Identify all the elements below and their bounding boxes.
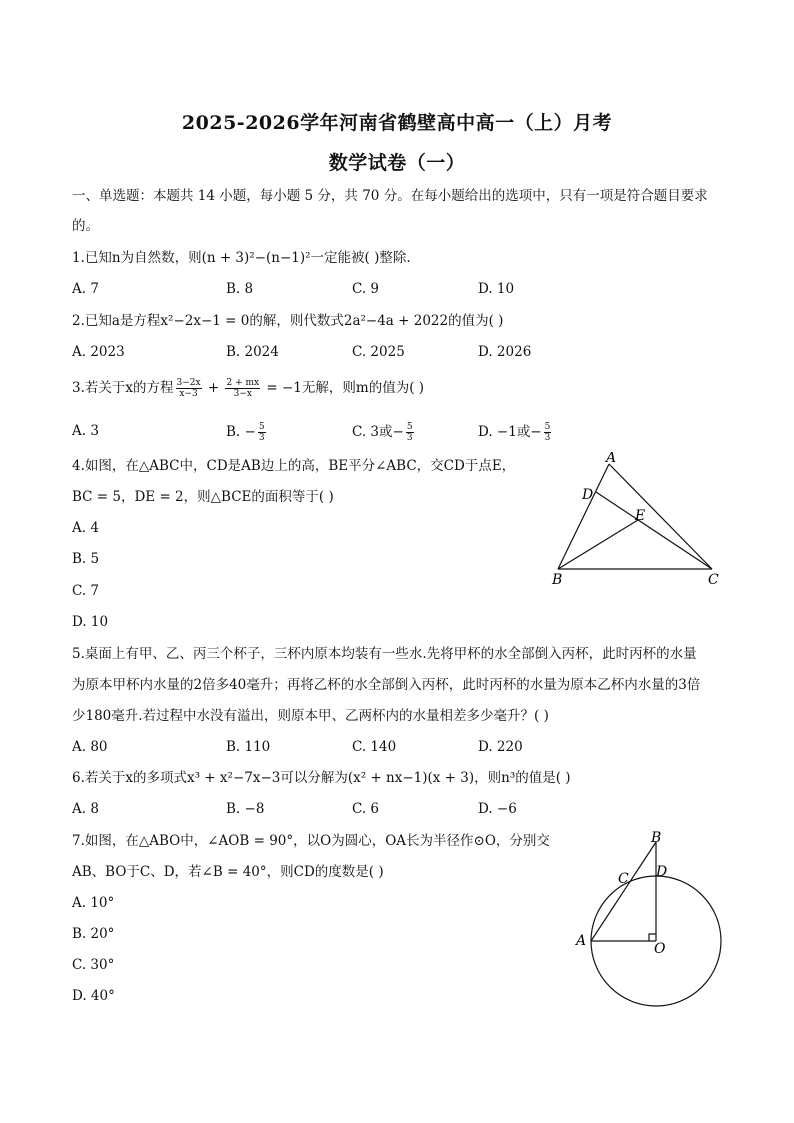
q3-option-d[interactable] [478, 422, 553, 443]
exam-subtitle: 数学试卷（一） [328, 152, 466, 174]
q4-label-d: D [582, 487, 594, 503]
q6-option-c[interactable]: C. 6 [352, 801, 380, 817]
question-4-stem-line1: 4.如图，在△ABC中，CD是AB边上的高，BE平分∠ABC，交CD于点E， [72, 458, 516, 474]
q3-option-d-num: 5 [544, 422, 551, 432]
q4-label-b: B [552, 572, 563, 588]
q4-label-a: A [606, 452, 617, 466]
q3-option-d-text: D. −1或− [478, 424, 542, 440]
q3-fraction-2 [225, 378, 260, 399]
q7-option-c[interactable]: C. 30° [72, 957, 115, 973]
q3-option-b-num: 5 [258, 422, 265, 432]
q3-option-c-text: C. 3或− [352, 424, 404, 440]
question-6-stem: 6.若关于x的多项式x³ + x²−7x−3可以分解为(x² + nx−1)(x + 3)，则n³的值是( ) [72, 770, 571, 786]
q3-plus: + [203, 380, 224, 396]
q7-option-a[interactable]: A. 10° [72, 895, 115, 911]
q5-option-b[interactable]: B. 110 [226, 739, 271, 755]
q6-option-d[interactable]: D. −6 [478, 801, 517, 817]
q3-option-c[interactable] [352, 422, 416, 443]
q3-stem-post: = −1无解，则m的值为( ) [262, 380, 425, 396]
question-4-stem-line2: BC = 5，DE = 2，则△BCE的面积等于( ) [72, 489, 334, 505]
q5-option-c[interactable]: C. 140 [352, 739, 397, 755]
q3-option-d-frac [544, 422, 552, 443]
q1-option-a[interactable]: A. 7 [72, 281, 99, 297]
q7-label-c: C [618, 871, 629, 887]
exam-title: 2025-2026学年河南省鹤壁高中高一（上）月考 [181, 112, 613, 134]
q4-option-a[interactable]: A. 4 [72, 520, 99, 536]
q7-label-o: O [654, 941, 666, 957]
q3-option-d-den: 3 [544, 433, 551, 443]
q7-label-b: B [651, 830, 662, 846]
question-5-stem-line2: 为原本甲杯内水量的2倍多40毫升；再将乙杯的水全部倒入丙杯，此时丙杯的水量为原本乙杯内水量的3倍 [72, 677, 701, 693]
q2-option-b[interactable]: B. 2024 [226, 344, 279, 360]
q2-option-a[interactable]: A. 2023 [72, 344, 125, 360]
q3-option-b-text: B. − [226, 424, 256, 440]
question-7-stem-line1: 7.如图，在△ABO中，∠AOB = 90°，以O为圆心，OA长为半径作⊙O，分别交 [72, 833, 550, 849]
q4-segment-cd [596, 492, 712, 569]
section-instruction-line1: 一、单选题：本题共 14 小题，每小题 5 分，共 70 分。在每小题给出的选项中，只有一项是符合题目要求 [72, 188, 708, 204]
q6-option-a[interactable]: A. 8 [72, 801, 99, 817]
q4-option-c[interactable]: C. 7 [72, 583, 100, 599]
q4-triangle-figure [540, 452, 740, 592]
q7-segment-ab [591, 842, 656, 941]
q3-frac1-num: 3−2x [176, 378, 201, 388]
q1-option-b[interactable]: B. 8 [226, 281, 254, 297]
q7-label-a: A [576, 933, 587, 949]
question-2-stem: 2.已知a是方程x²−2x−1 = 0的解，则代数式2a²−4a + 2022的值为( ) [72, 313, 504, 329]
q4-option-d[interactable]: D. 10 [72, 614, 109, 630]
q3-option-b-frac [258, 422, 266, 443]
q3-option-b-den: 3 [258, 433, 265, 443]
q3-frac2-num: 2 + mx [226, 378, 260, 388]
q5-option-d[interactable]: D. 220 [478, 739, 523, 755]
q7-option-b[interactable]: B. 20° [72, 926, 115, 942]
q4-label-c: C [708, 572, 719, 588]
q3-stem-pre: 3.若关于x的方程 [72, 380, 174, 396]
q5-option-a[interactable]: A. 80 [72, 739, 108, 755]
question-5-stem-line3: 少180毫升.若过程中水没有溢出，则原本甲、乙两杯内的水量相差多少毫升？( ) [72, 708, 549, 724]
q7-circle-figure [565, 825, 735, 1015]
q3-option-b[interactable] [226, 422, 268, 443]
question-7-stem-line2: AB、BO于C、D，若∠B = 40°，则CD的度数是( ) [72, 864, 384, 880]
q3-option-c-frac [406, 422, 414, 443]
q3-frac2-den: 3−x [233, 389, 252, 399]
question-3-stem [72, 378, 424, 399]
section-instruction-line2: 的。 [72, 218, 99, 234]
q3-option-c-den: 3 [406, 433, 413, 443]
q2-option-d[interactable]: D. 2026 [478, 344, 532, 360]
q3-frac1-den: x−3 [179, 389, 198, 399]
q3-fraction-1 [176, 378, 202, 399]
q4-option-b[interactable]: B. 5 [72, 551, 100, 567]
q4-edge-ac [609, 464, 712, 569]
q6-option-b[interactable]: B. −8 [226, 801, 265, 817]
q1-option-d[interactable]: D. 10 [478, 281, 515, 297]
q1-option-c[interactable]: C. 9 [352, 281, 380, 297]
question-1-stem: 1.已知n为自然数，则(n + 3)²−(n−1)²一定能被( )整除. [72, 250, 411, 266]
q3-option-a[interactable]: A. 3 [72, 423, 99, 439]
q3-option-c-num: 5 [406, 422, 413, 432]
q4-label-e: E [635, 508, 646, 524]
q2-option-c[interactable]: C. 2025 [352, 344, 405, 360]
question-5-stem-line1: 5.桌面上有甲、乙、丙三个杯子，三杯内原本均装有一些水.先将甲杯的水全部倒入丙杯，此时丙杯的水量 [72, 646, 697, 662]
q7-option-d[interactable]: D. 40° [72, 988, 115, 1004]
q7-right-angle-mark [649, 934, 656, 941]
q7-label-d: D [656, 864, 668, 880]
